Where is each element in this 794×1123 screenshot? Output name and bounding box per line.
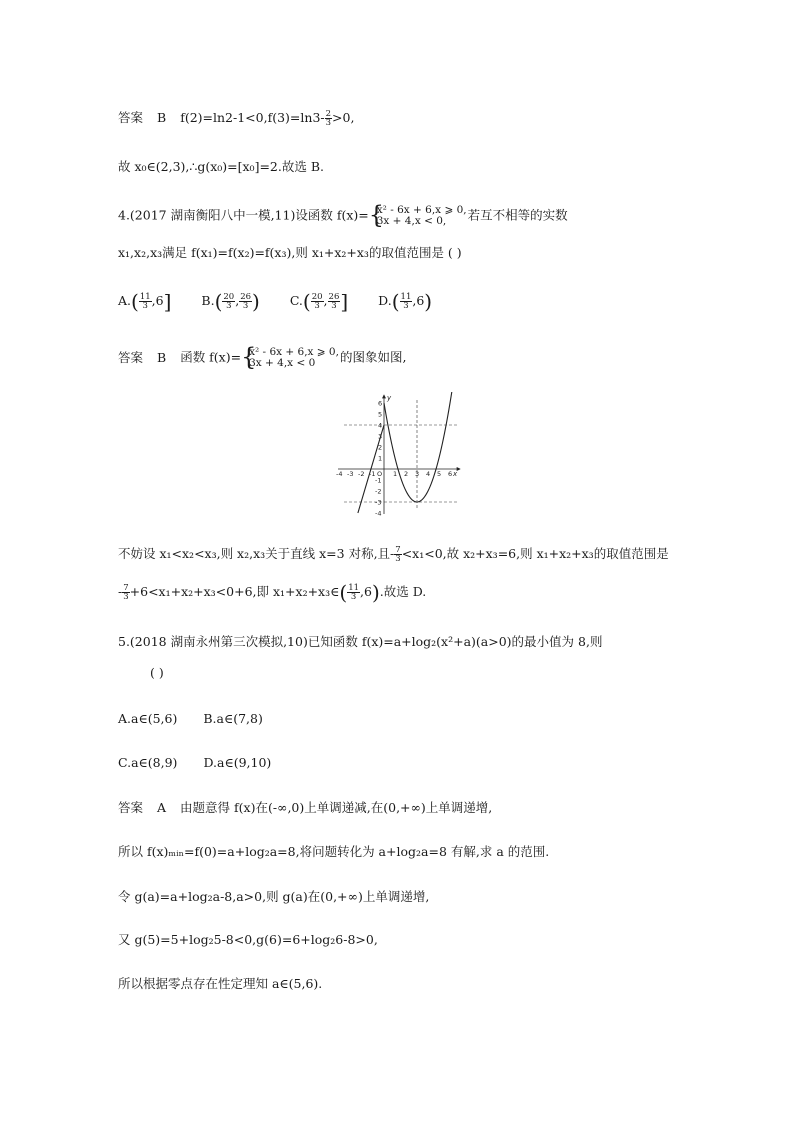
answer-blank: ( )	[150, 665, 164, 680]
y-tick-label: 5	[378, 410, 383, 419]
fraction: $\frac{11}{3}$	[348, 582, 360, 602]
question-5-line: 5.(2018 湖南永州第三次模拟,10)已知函数 f(x)=a+log₂(x²+a)(a>0)的最小值为 8,则	[118, 634, 603, 649]
curve-parabola	[384, 392, 454, 502]
options-line-1	[118, 710, 263, 728]
answer-label: 答案	[118, 110, 144, 125]
text-segment: f(2)=ln2-1<0,f(3)=ln3-	[180, 110, 325, 125]
options-line	[118, 289, 458, 314]
x-tick-label: 6	[448, 470, 453, 478]
answer-line-13: 答案 A 由题意得 f(x)在(-∞,0)上单调递减,在(0,+∞)上单调递增,	[118, 800, 493, 815]
text-line-17: 所以根据零点存在性定理知 a∈(5,6).	[118, 976, 323, 991]
fraction: $\frac{7}{3}$	[395, 544, 401, 564]
y-tick-label: -1	[375, 476, 382, 485]
option-c: C.a∈(8,9)	[118, 755, 178, 770]
answer-choice: B	[157, 110, 167, 125]
x-tick-label: 4	[426, 470, 431, 478]
x-tick-label: -3	[347, 470, 354, 478]
x-tick-label: -1	[369, 470, 376, 478]
fraction: $\frac{2}{3}$	[325, 108, 332, 128]
option-a: A.a∈(5,6)	[118, 711, 178, 726]
text-line-8: - $\frac{7}{3}$ +6<x₁+x₂+x₃<0+6,即 x₁+x₂+x₃∈( $\frac{11}{3}$ ,6).故选 D.	[118, 580, 427, 605]
text-segment: 的图象如图,	[339, 349, 407, 365]
question-4-line	[118, 205, 568, 227]
text-line-2: 故 x₀∈(2,3),∴g(x₀)=[x₀]=2.故选 B.	[118, 159, 324, 174]
x-tick-label: O	[377, 470, 383, 478]
x-tick-label: 3	[415, 470, 420, 478]
x-axis-label: x	[453, 470, 458, 478]
answer-label: 答案	[118, 349, 144, 365]
y-axis-label: y	[387, 394, 392, 402]
answer-line-1	[118, 109, 354, 128]
text-segment: 4.(2017 湖南衡阳八中一模,11)设函数 f(x)=	[118, 207, 369, 223]
x-tick-label: 2	[404, 470, 409, 478]
text-line-16: 又 g(5)=5+log₂5-8<0,g(6)=6+log₂6-8>0,	[118, 932, 378, 947]
y-tick-label: 6	[378, 399, 383, 408]
option-d: D.( $\frac{11}{3}$ ,6)	[378, 289, 433, 314]
y-tick-label: 4	[378, 421, 383, 430]
option-b: B.( $\frac{20}{3}$ , $\frac{26}{3}$ )	[201, 289, 260, 314]
fraction: $\frac{7}{3}$	[123, 582, 129, 602]
text-segment: 函数 f(x)=	[180, 349, 242, 365]
piecewise-function: { x² - 6x + 6,x ⩾ 0, 3x + 4,x < 0,	[370, 205, 467, 227]
answer-choice: A	[157, 800, 167, 815]
text-segment: 若互不相等的实数	[467, 207, 568, 223]
answer-label: 答案	[118, 800, 144, 815]
option-b: B.a∈(7,8)	[203, 711, 263, 726]
x-tick-label: -4	[336, 470, 343, 478]
answer-line-6	[118, 347, 406, 369]
y-tick-label: 1	[378, 454, 383, 463]
y-tick-label: -3	[375, 498, 382, 507]
y-tick-label: -4	[375, 509, 382, 516]
options-line-2	[118, 754, 271, 772]
text-line-14: 所以 f(x)ₘᵢₙ=f(0)=a+log₂a=8,将问题转化为 a+log₂a=8 有解,求 a 的范围.	[118, 844, 550, 859]
text-line-7: 不妨设 x₁<x₂<x₃,则 x₂,x₃关于直线 x=3 对称,且- $\frac{7}{3}$ <x₁<0,故 x₂+x₃=6,则 x₁+x₂+x₃的取值范围是	[118, 544, 669, 564]
option-c: C.( $\frac{20}{3}$ , $\frac{26}{3}$ ]	[289, 289, 349, 314]
text-segment: >0,	[332, 110, 355, 125]
y-tick-label: -2	[375, 487, 382, 496]
x-tick-label: 5	[437, 470, 442, 478]
x-tick-label: -2	[358, 470, 365, 478]
text-line-4: x₁,x₂,x₃满足 f(x₁)=f(x₂)=f(x₃),则 x₁+x₂+x₃的取值范围是 ( )	[118, 245, 462, 260]
function-graph	[334, 392, 464, 516]
answer-choice: B	[157, 349, 167, 365]
y-tick-label: 2	[378, 443, 383, 452]
piecewise-function: { x² - 6x + 6,x ⩾ 0, 3x + 4,x < 0	[242, 347, 339, 369]
option-a: A.( $\frac{11}{3}$ ,6]	[118, 289, 172, 314]
y-tick-label: 3	[378, 432, 383, 441]
text-line-15: 令 g(a)=a+log₂a-8,a>0,则 g(a)在(0,+∞)上单调递增,	[118, 889, 430, 904]
option-d: D.a∈(9,10)	[203, 755, 272, 770]
x-tick-label: 1	[393, 470, 398, 478]
